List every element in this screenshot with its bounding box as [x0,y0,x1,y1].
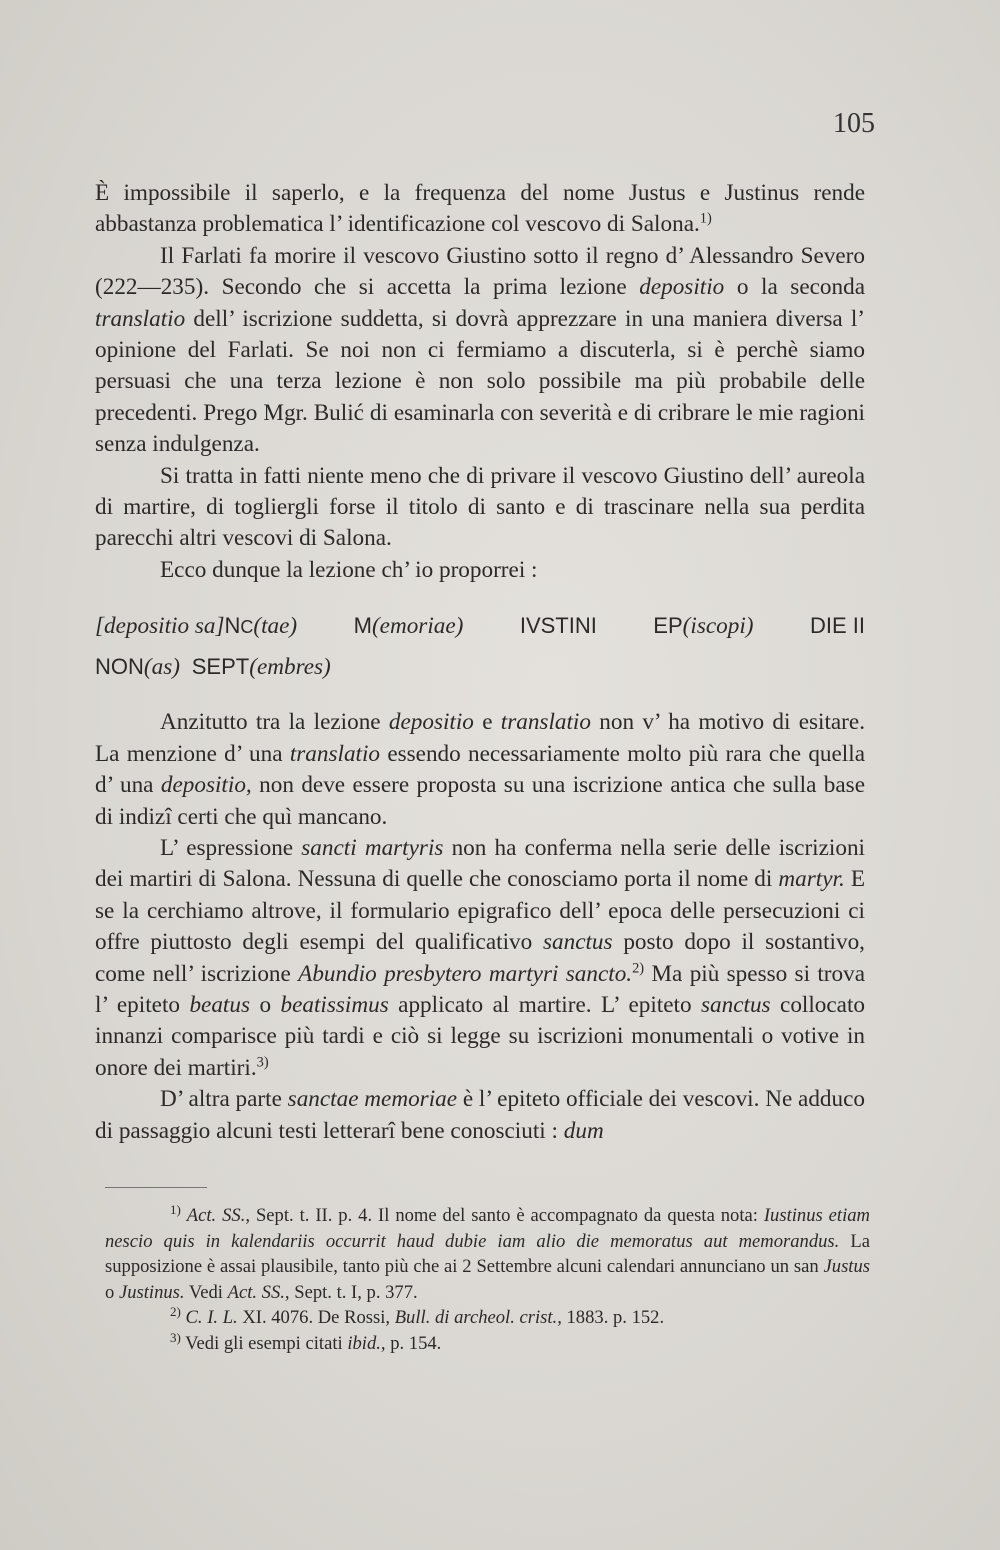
footnote-ref-3: 3) [256,1054,269,1071]
paragraph-3: Si tratta in fatti niente meno che di privare il vescovo Giustino dell’ aureola di martire, di togliergli forse il titolo di santo e di trascinare nella sua perdita parecchi altri vescovi di Salona. [95,462,865,552]
footnote-ref-1: 1) [699,210,712,227]
footnote-divider [105,1187,207,1188]
paragraph-4: Ecco dunque la lezione ch’ io proporrei : [160,556,538,583]
paragraph-2: Il Farlati fa morire il vescovo Giustino sotto il regno d’ Alessandro Severo (222—235). Secondo che si accetta la prima lezione depositio o la seconda translatio dell’ iscrizione suddetta, si dovrà apprezzare in una maniera diversa l’ opinione del Farlati. Se noi non ci fermiamo a discuterla, si è perchè siamo persuasi che una terza lezione è non solo possibile ma più probabile delle precedenti. Prego Mgr. Bulić di esaminarla con severità e di cribrare le mie ragioni senza indulgenza. [95,242,865,458]
paragraph-1: È impossibile il saperlo, e la frequenza del nome Justus e Justinus rende abbastanza problematica l’ identificazione col vescovo di Salona.$^{1)}$ [95,180,865,238]
paragraph-7: D’ altra parte sanctae memoriae è l’ epiteto officiale dei vescovi. Ne adduco di passaggio alcuni testi letterarî bene conosciuti : dum [95,1086,866,1144]
footnote-3: $^{3)}$ Vedi gli esempi citati ibid., p. 154. [170,1329,442,1354]
footnote-2: $^{2)}$ C. I. L. XI. 4076. De Rossi, Bull. di archeol. crist., 1883. p. 152. [170,1304,665,1329]
inscription-line-1: [depositio sa]NC(tae) M(emoriae) IVSTINI EP(iscopi) DIE II [95,613,865,640]
page-number: 105 [833,108,875,139]
inscription-reading [95,606,865,687]
paragraph-6: L’ espressione sancti martyris non ha conferma nella serie delle iscrizioni dei martiri di Salona. Nessuna di quelle che conosciamo porta il nome di martyr. E se la cerchiamo altrove, il formulario epigrafico dell’ epoca delle persecuzioni ci offre piuttosto degli esempi del qualificativo sanctus posto dopo il sostantivo, come nell’ iscrizione Abundio presbytero martyri sancto.$^{2)}$ Ma più spesso si trova l’ epiteto beatus o beatissimus applicato al martire. L’ epiteto sanctus collocato innanzi comparisce più tardi e ciò si legge su iscrizioni monumentali o votive in onore dei martiri.$^{3)}$ [95,834,866,1081]
footnotes [105,1203,870,1357]
inscription-line-2: NON(as) SEPT(embres) [95,654,331,681]
footnote-ref-2: 2) [632,959,645,976]
footnote-1: $^{1)}$ Act. SS., Sept. t. II. p. 4. Il nome del santo è accompagnato da questa nota: Iustinus etiam nescio quis in kalendariis occurrit haud dubie iam alio die memoratus aut memorandus. La supposizione è assai plausibile, tanto più che ai 2 Settembre alcuni calendari annunciano un san Justus o Justinus. Vedi Act. SS., Sept. t. I, p. 377. [105,1201,870,1303]
paragraph-5: Anzitutto tra la lezione depositio e translatio non v’ ha motivo di esitare. La menzione d’ una translatio essendo necessariamente molto più rara che quella d’ una depositio, non deve essere proposta su una iscrizione antica che sulla base di indizî certi che quì mancano. [95,709,865,830]
main-text [95,178,865,1147]
